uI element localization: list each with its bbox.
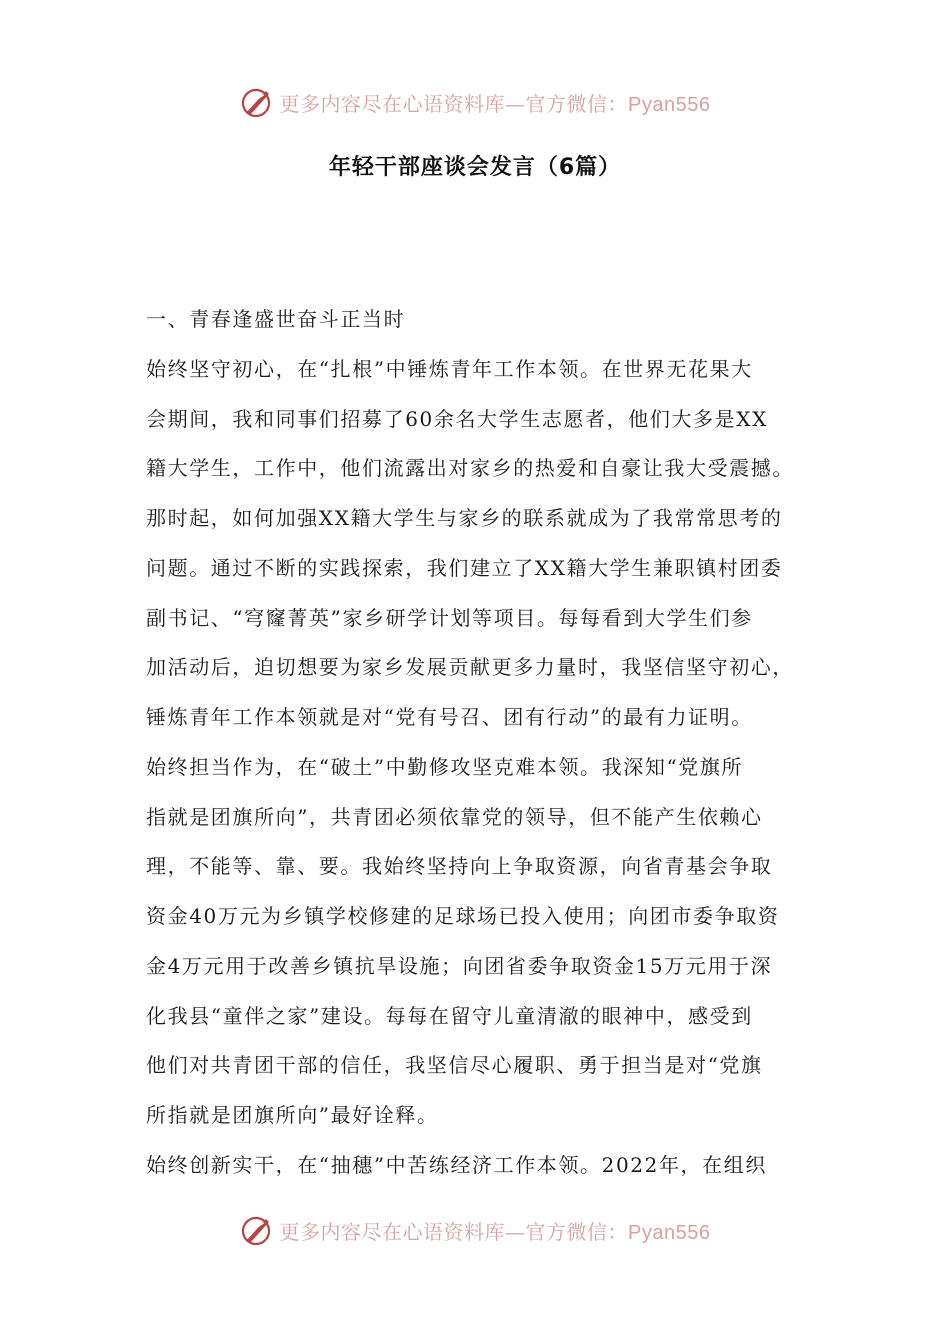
body-line: 加活动后，迫切想要为家乡发展贡献更多力量时，我坚信坚守初心，	[146, 655, 794, 680]
body-line: 他们对共青团干部的信任，我坚信尽心履职、勇于担当是对“党旗	[146, 1053, 763, 1078]
watermark-text: 更多内容尽在心语资料库—官方微信：	[279, 91, 629, 116]
document-title: 年轻干部座谈会发言（6篇）	[328, 155, 622, 180]
footer-watermark	[0, 1210, 950, 1250]
body-line: 始终坚守初心，在“扎根”中锤炼青年工作本领。在世界无花果大	[146, 356, 753, 381]
body-line: 化我县“童伴之家”建设。每每在留守儿童清澈的眼神中，感受到	[146, 1003, 753, 1028]
body-line: 所指就是团旗所向”最好诠释。	[146, 1103, 439, 1127]
header-watermark	[0, 82, 950, 122]
body-line: 副书记、“穹窿菁英”家乡研学计划等项目。每每看到大学生们参	[146, 605, 753, 630]
body-line: 会期间，我和同事们招募了60余名大学生志愿者，他们大多是XX	[146, 406, 768, 431]
quill-logo-icon	[240, 1213, 274, 1247]
watermark-id: Pyan556	[628, 93, 711, 116]
body-line: 锤炼青年工作本领就是对“党有号召、团有行动”的最有力证明。	[146, 705, 753, 729]
body-line: 理，不能等、靠、要。我始终坚持向上争取资源，向省青基会争取	[146, 854, 773, 879]
body-line: 金4万元用于改善乡镇抗旱设施；向团省委争取资金15万元用于深	[146, 953, 773, 978]
watermark-text: 更多内容尽在心语资料库—官方微信：	[279, 1219, 629, 1244]
body-line: 籍大学生，工作中，他们流露出对家乡的热爱和自豪让我大受震撼。	[146, 456, 794, 481]
body-line: 问题。通过不断的实践探索，我们建立了XX籍大学生兼职镇村团委	[146, 555, 783, 580]
watermark-id: Pyan556	[628, 1221, 711, 1244]
body-line: 指就是团旗所向”，共青团必须依靠党的领导，但不能产生依赖心	[146, 804, 763, 829]
body-line: 始终担当作为，在“破土”中勤修攻坚克难本领。我深知“党旗所	[146, 754, 744, 779]
section-heading: 一、青春逢盛世奋斗正当时	[146, 307, 406, 331]
body-line: 资金40万元为乡镇学校修建的足球场已投入使用；向团市委争取资	[146, 904, 780, 928]
quill-logo-icon	[240, 85, 274, 119]
document-body	[146, 300, 826, 1196]
body-line: 那时起，如何加强XX籍大学生与家乡的联系就成为了我常常思考的	[146, 506, 783, 530]
body-line: 始终创新实干，在“抽穗”中苦练经济工作本领。2022年，在组织	[146, 1152, 767, 1177]
